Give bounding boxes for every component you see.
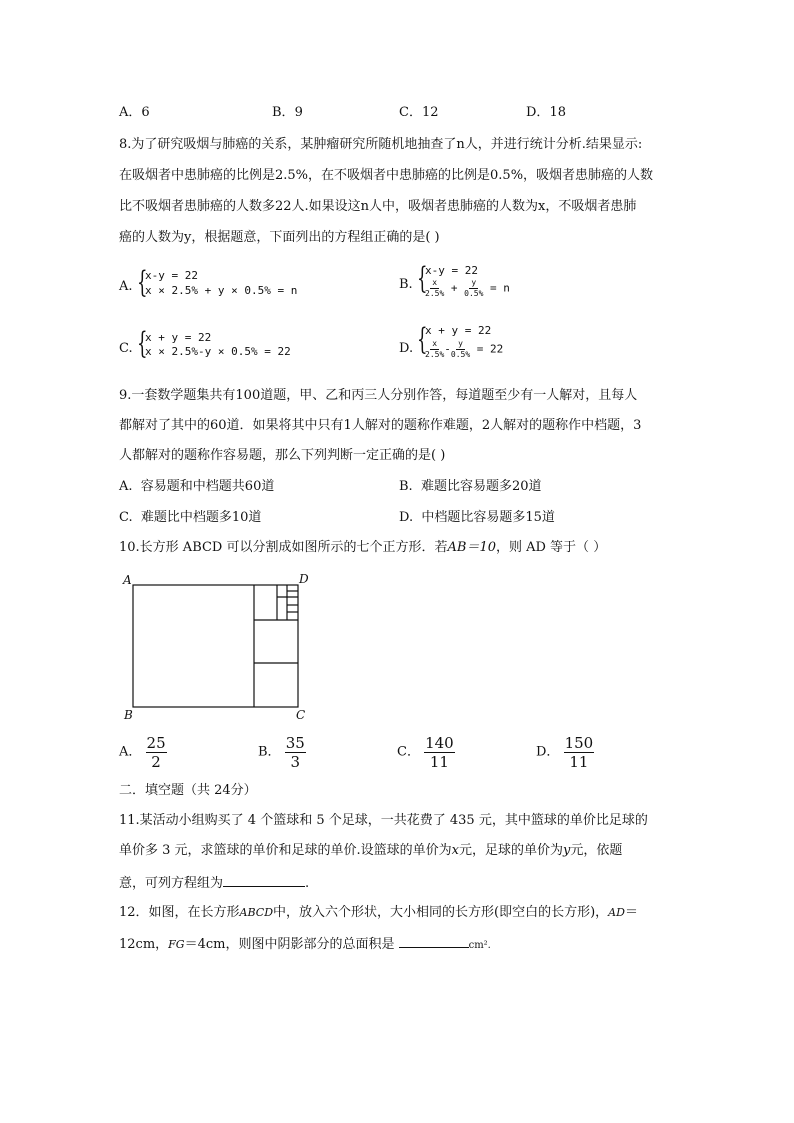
q8-option-a-eq2: x × 2.5% + y × 0.5% = n bbox=[145, 284, 298, 297]
q9-option-d: D. 中档题比容易题多15道 bbox=[399, 510, 555, 525]
q7-option-c: C．12 bbox=[399, 105, 439, 120]
q8-option-a-letter: A. bbox=[119, 279, 133, 294]
q11-line-2: 单价多 3 元，求篮球的单价和足球的单价.设篮球的单价为x元，足球的单价为y元，依题 bbox=[119, 843, 623, 858]
q9-stem-line-3: 人都解对的题称作容易题，那么下列判断一定正确的是( ) bbox=[119, 448, 446, 463]
q8-stem-line-2: 在吸烟者中患肺癌的比例是2.5%，在不吸烟者中患肺癌的比例是0.5%，吸烟者患肺癌的人数 bbox=[119, 168, 654, 183]
vertex-label-d: D bbox=[299, 572, 309, 586]
q8-option-b-eq1: x-y = 22 bbox=[425, 264, 478, 277]
q10-option-d: D． $\frac{150}{11}$ bbox=[536, 734, 594, 771]
vertex-label-c: C bbox=[296, 708, 306, 722]
q10-rectangle-figure bbox=[118, 570, 318, 725]
q8-stem-line-4: 癌的人数为y，根据题意，下面列出的方程组正确的是( ) bbox=[119, 230, 440, 245]
q8-option-b-eq2: $\frac{x}{2.5\%}$ + $\frac{y}{0.5\%}$ = n bbox=[425, 278, 510, 298]
q10-option-a: A． $\frac{25}{2}$ bbox=[119, 734, 166, 771]
answer-blank[interactable] bbox=[223, 874, 305, 887]
q10-option-b: B． $\frac{35}{3}$ bbox=[258, 734, 305, 771]
q9-stem-line-2: 都解对了其中的60道．如果将其中只有1人解对的题称作难题，2人解对的题称作中档题，3 bbox=[119, 418, 642, 433]
q7-option-b: B．9 bbox=[272, 105, 303, 120]
q7-option-d: D．18 bbox=[526, 105, 566, 120]
q9-option-a: A. 容易题和中档题共60道 bbox=[119, 479, 275, 494]
q8-stem-line-3: 比不吸烟者患肺癌的人数多22人.如果设这n人中，吸烟者患肺癌的人数为x，不吸烟者患肺 bbox=[119, 199, 637, 214]
brace-icon: { bbox=[137, 326, 148, 361]
q12-line-2: 12cm，FG＝4cm，则图中阴影部分的总面积是 cm². bbox=[119, 937, 491, 952]
q10-stem: 10.长方形 ABCD 可以分割成如图所示的七个正方形．若AB＝10，则 AD 等于（ ） bbox=[119, 540, 607, 555]
q11-line-3: 意，可列方程组为 . bbox=[119, 876, 310, 891]
brace-icon: { bbox=[417, 261, 428, 296]
q8-option-d-letter: D. bbox=[399, 341, 414, 356]
section-heading: 二．填空题（共 24分） bbox=[119, 783, 257, 798]
q9-stem-line-1: 9.一套数学题集共有100道题，甲、乙和丙三人分别作答，每道题至少有一人解对，且每人 bbox=[119, 388, 638, 403]
rectangle-abcd bbox=[133, 585, 298, 707]
q8-option-b-letter: B. bbox=[399, 277, 413, 292]
q9-option-c: C. 难题比中档题多10道 bbox=[119, 510, 262, 525]
q9-option-b: B. 难题比容易题多20道 bbox=[399, 479, 542, 494]
q8-option-c-letter: C. bbox=[119, 341, 133, 356]
q8-option-c-eq1: x + y = 22 bbox=[145, 331, 212, 344]
q11-line-1: 11.某活动小组购买了 4 个篮球和 5 个足球，一共花费了 435 元，其中篮球的单价比足球的 bbox=[119, 813, 648, 828]
brace-icon: { bbox=[417, 322, 428, 357]
q8-option-d-eq1: x + y = 22 bbox=[425, 324, 492, 337]
answer-blank[interactable] bbox=[399, 935, 469, 948]
q8-option-d-eq2: $\frac{x}{2.5\%}$ - $\frac{y}{0.5\%}$ = 22 bbox=[425, 339, 504, 359]
q12-line-1: 12．如图，在长方形ABCD中，放入六个形状，大小相同的长方形(即空白的长方形)，AD＝ bbox=[119, 905, 638, 920]
q10-option-c: C． $\frac{140}{11}$ bbox=[397, 734, 454, 771]
vertex-label-a: A bbox=[123, 573, 132, 587]
vertex-label-b: B bbox=[124, 708, 133, 722]
q8-stem-line-1: 8.为了研究吸烟与肺癌的关系，某肿瘤研究所随机地抽查了n人，并进行统计分析.结果显示: bbox=[119, 137, 643, 152]
q8-option-a-eq1: x-y = 22 bbox=[145, 269, 198, 282]
q7-option-a: A．6 bbox=[119, 105, 150, 120]
brace-icon: { bbox=[137, 265, 148, 300]
q8-option-c-eq2: x × 2.5%-y × 0.5% = 22 bbox=[145, 345, 291, 358]
